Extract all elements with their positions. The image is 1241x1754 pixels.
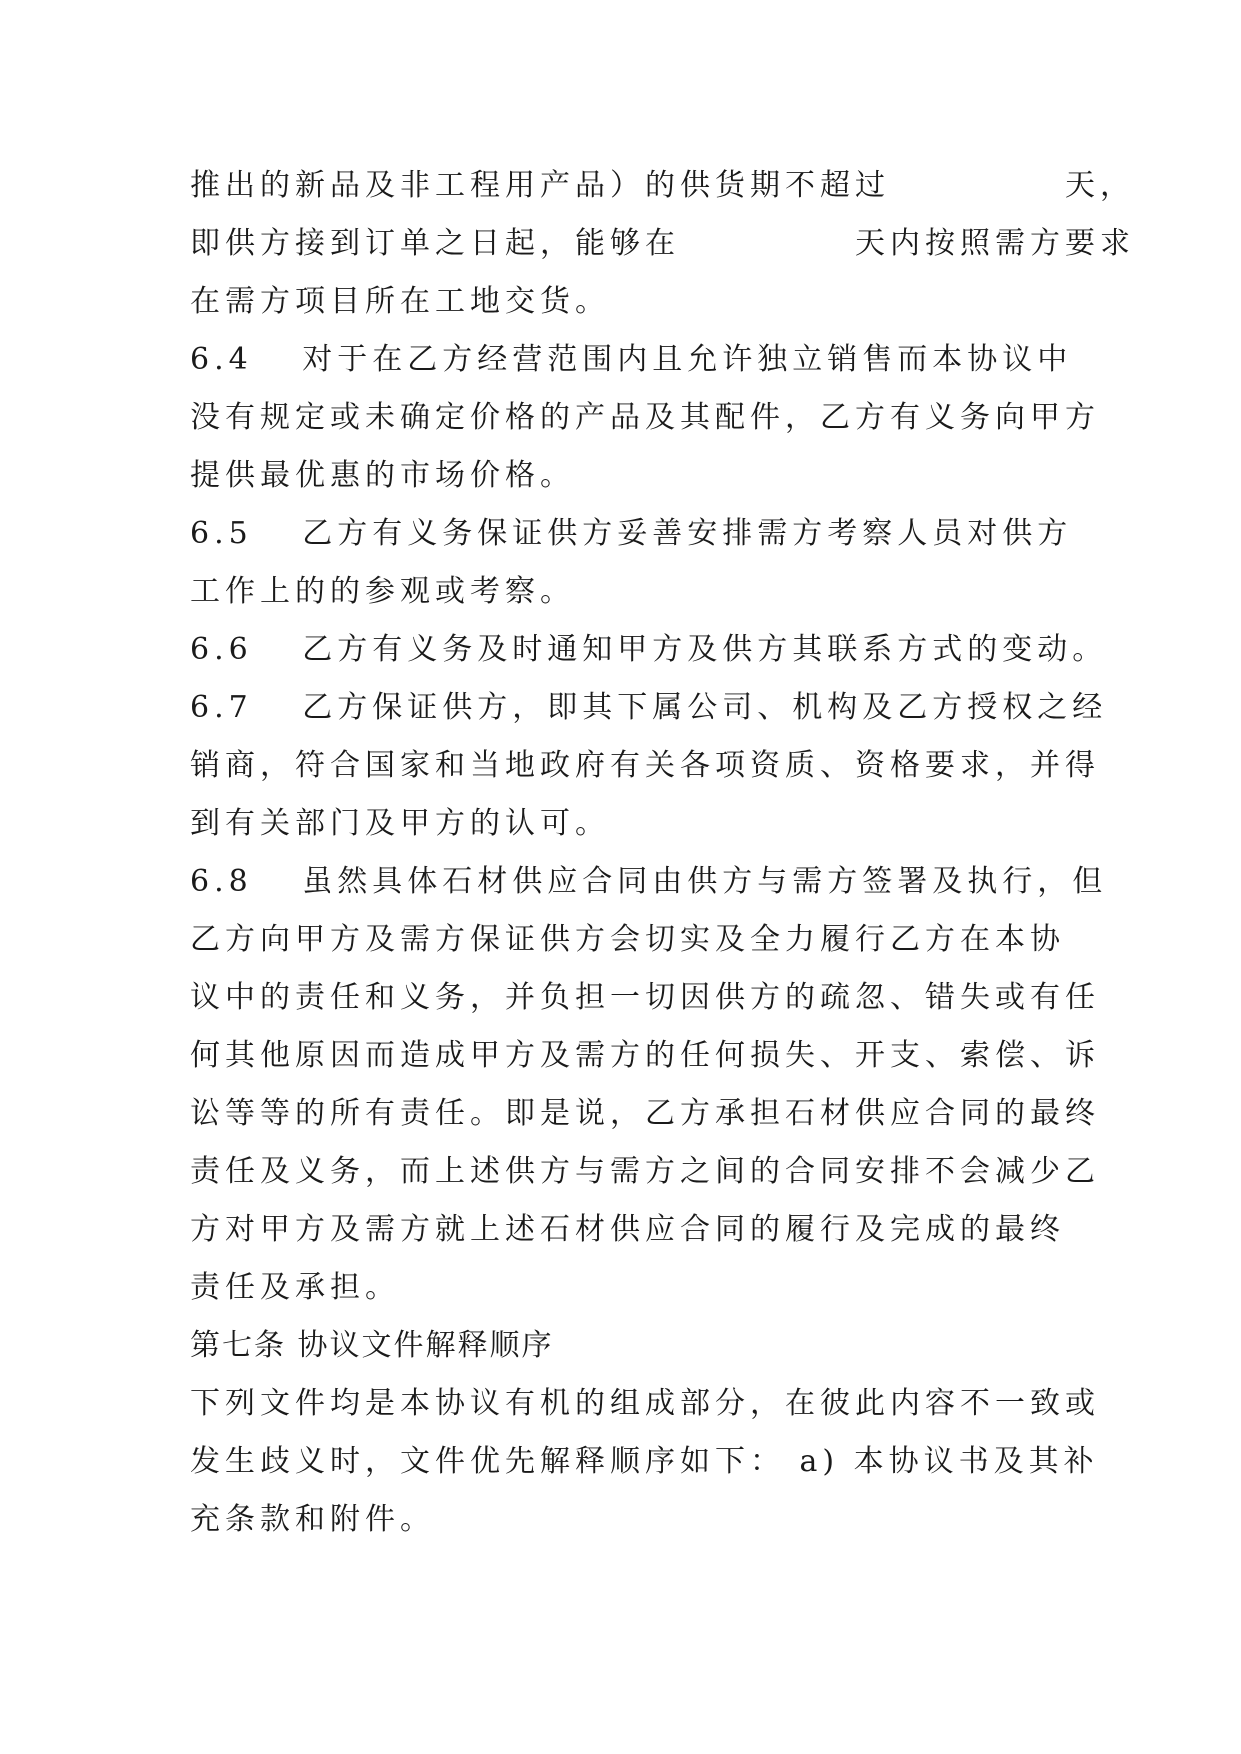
text-line: 工作上的的参观或考察。 — [190, 574, 575, 609]
text-line: 议中的责任和义务，并负担一切因供方的疏忽、错失或有任 — [190, 980, 1100, 1015]
text-line: 在需方项目所在工地交货。 — [190, 284, 610, 319]
text-line: 下列文件均是本协议有机的组成部分，在彼此内容不一致或 — [190, 1386, 1100, 1421]
text-line: 责任及承担。 — [190, 1270, 400, 1305]
text-line: 何其他原因而造成甲方及需方的任何损失、开支、索偿、诉 — [190, 1038, 1100, 1073]
clause-6-6: 6.6 乙方有义务及时通知甲方及供方其联系方式的变动。 — [190, 632, 1108, 667]
text-line: 乙方向甲方及需方保证供方会切实及全力履行乙方在本协 — [190, 922, 1065, 957]
text-line: 充条款和附件。 — [190, 1502, 435, 1537]
article-7-heading: 第七条 协议文件解释顺序 — [190, 1328, 554, 1363]
text-line: 方对甲方及需方就上述石材供应合同的履行及完成的最终 — [190, 1212, 1065, 1247]
clause-6-4: 6.4 对于在乙方经营范围内且允许独立销售而本协议中 — [190, 342, 1073, 377]
text-line: 推出的新品及非工程用产品）的供货期不超过 天， — [190, 168, 1135, 203]
text-line: 发生歧义时，文件优先解释顺序如下： a) 本协议书及其补 — [190, 1444, 1099, 1479]
clause-6-7: 6.7 乙方保证供方，即其下属公司、机构及乙方授权之经 — [190, 690, 1108, 725]
text-line: 即供方接到订单之日起，能够在 天内按照需方要求 — [190, 226, 1135, 261]
text-line: 销商，符合国家和当地政府有关各项资质、资格要求，并得 — [190, 748, 1100, 783]
text-line: 讼等等的所有责任。即是说，乙方承担石材供应合同的最终 — [190, 1096, 1100, 1131]
text-line: 责任及义务，而上述供方与需方之间的合同安排不会减少乙 — [190, 1154, 1100, 1189]
text-line: 提供最优惠的市场价格。 — [190, 458, 575, 493]
clause-6-5: 6.5 乙方有义务保证供方妥善安排需方考察人员对供方 — [190, 516, 1073, 551]
clause-6-8: 6.8 虽然具体石材供应合同由供方与需方签署及执行，但 — [190, 864, 1108, 899]
text-line: 到有关部门及甲方的认可。 — [190, 806, 610, 841]
text-line: 没有规定或未确定价格的产品及其配件，乙方有义务向甲方 — [190, 400, 1100, 435]
